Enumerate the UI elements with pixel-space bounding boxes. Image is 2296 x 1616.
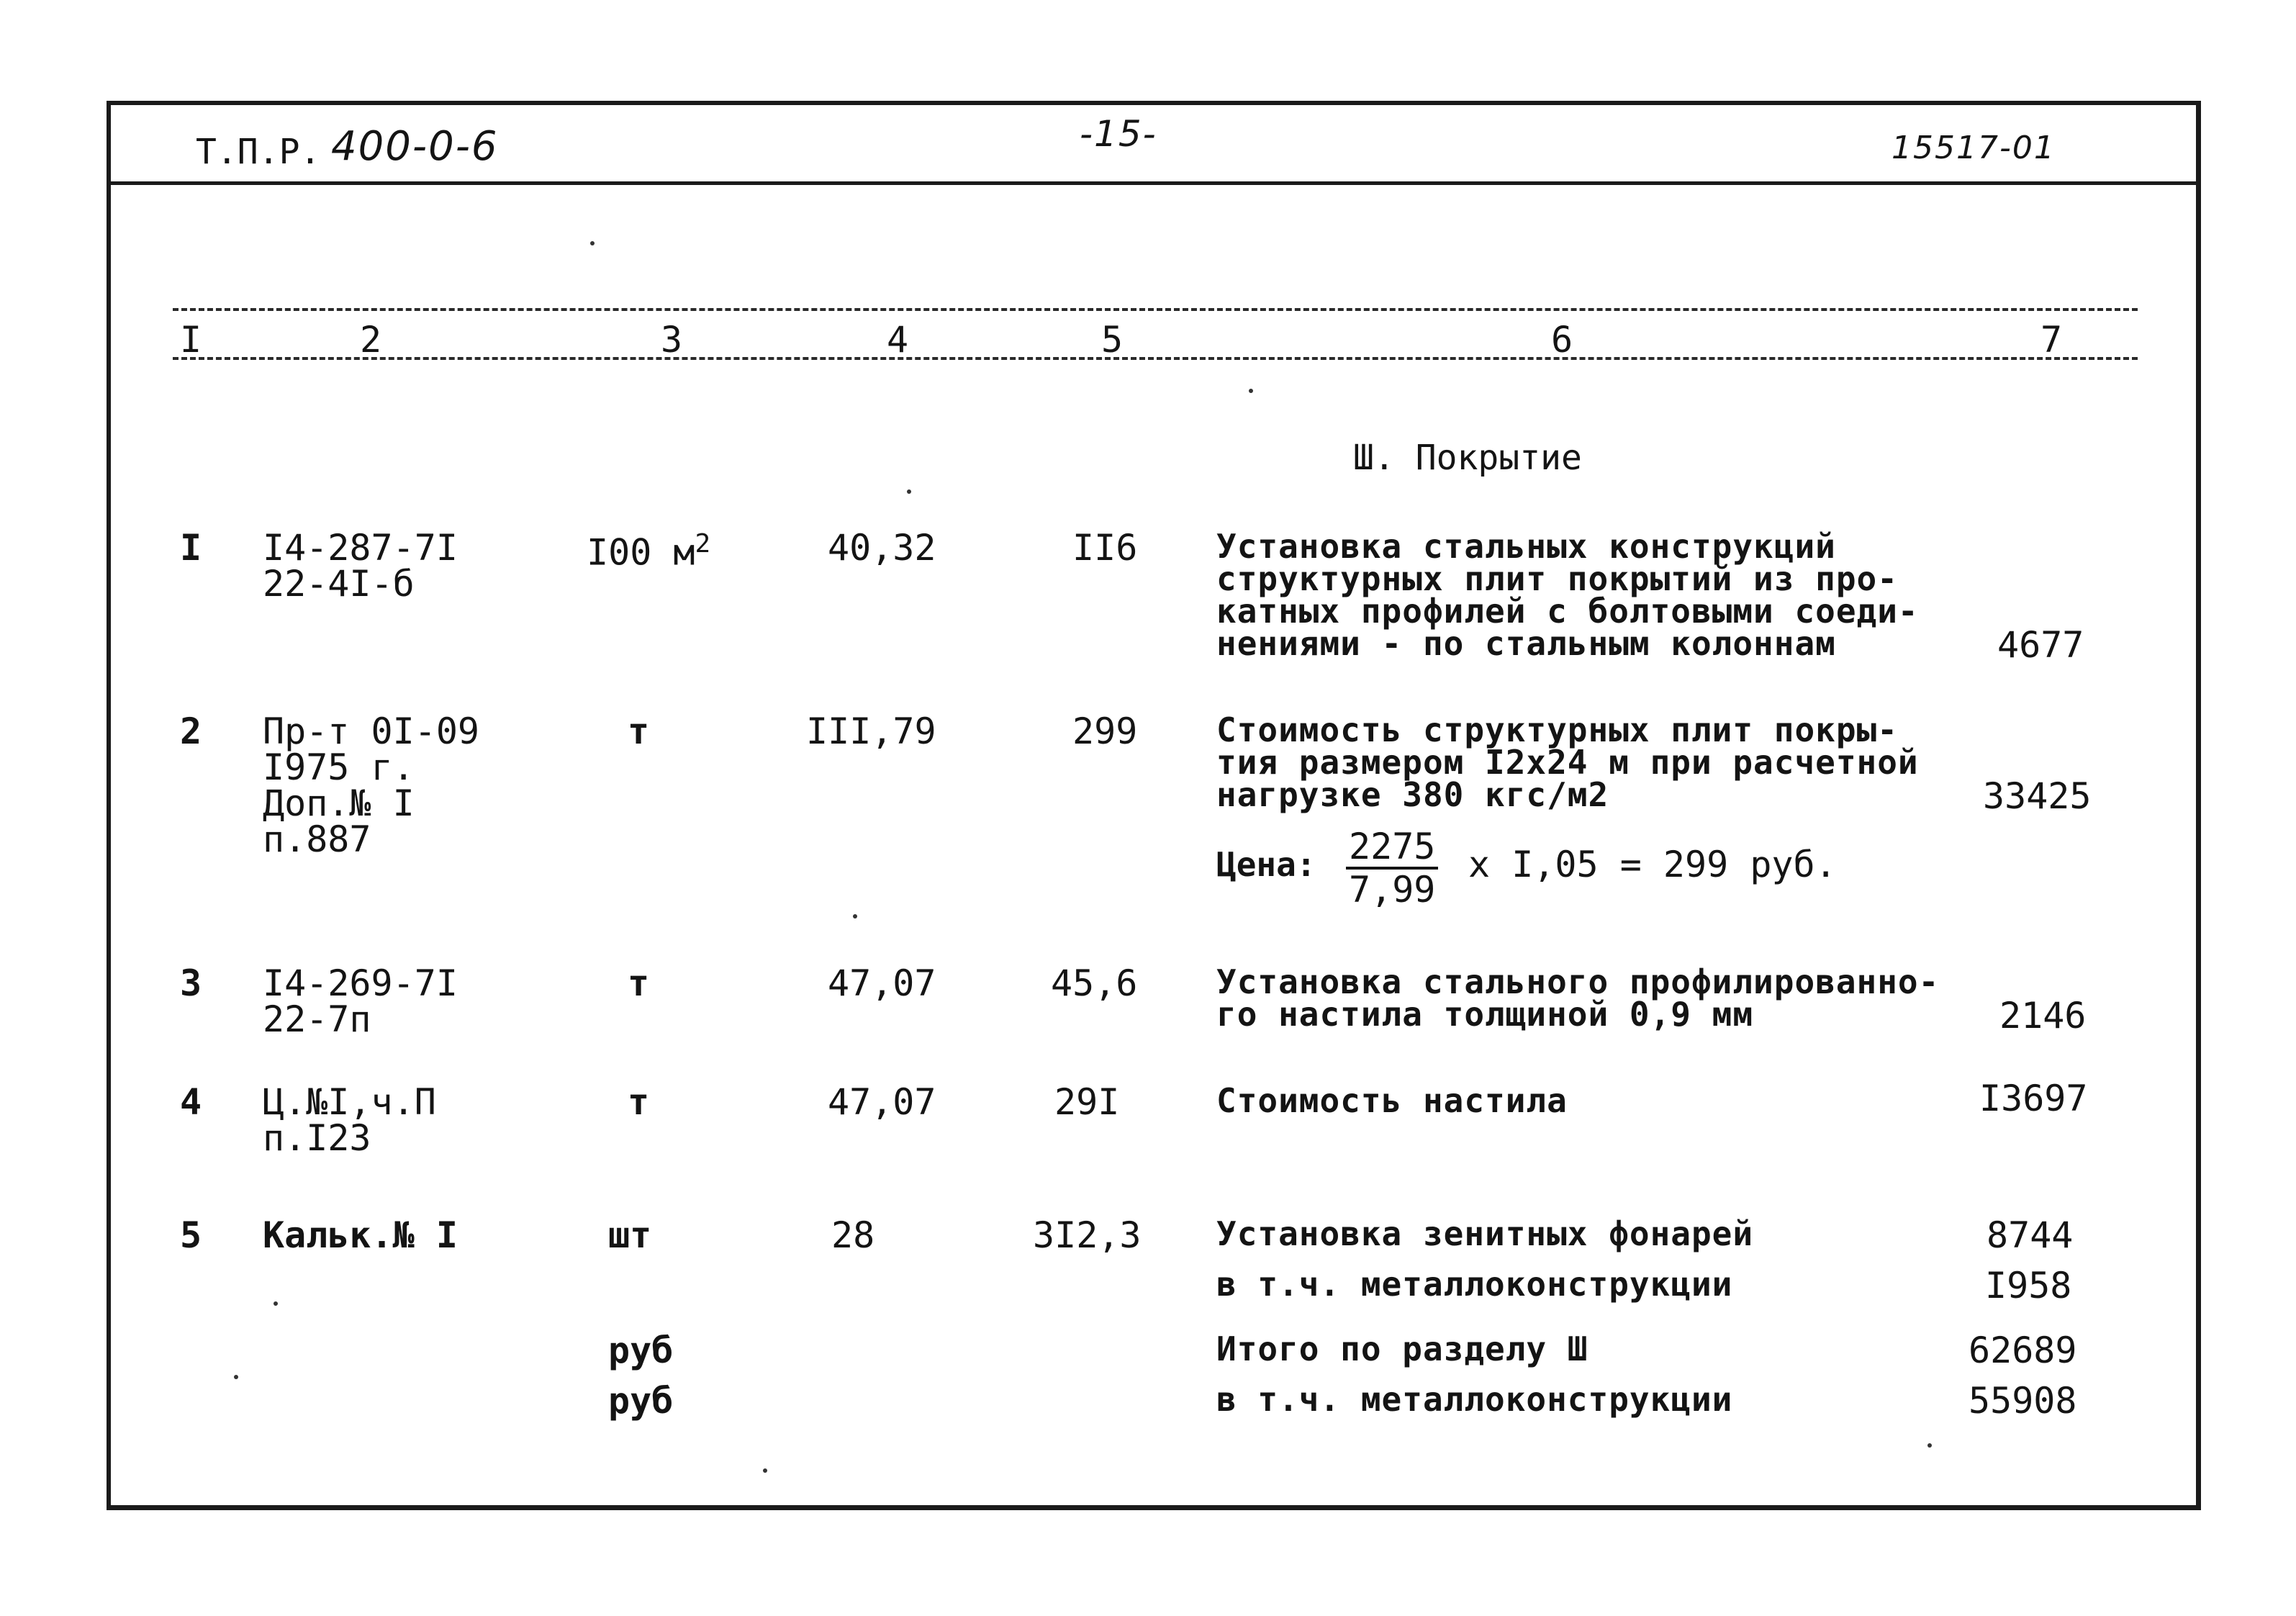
- row-5-description-1: Установка зенитных фонарей: [1216, 1214, 1754, 1253]
- row-5-ref-1: Кальк.№ I: [263, 1214, 458, 1256]
- row-5-number: 5: [180, 1214, 202, 1256]
- row-3-number: 3: [180, 962, 202, 1004]
- scan-speck: [274, 1301, 278, 1306]
- row-1-number: I: [180, 527, 202, 569]
- summary-label-1: Итого по разделу Ш: [1216, 1330, 1588, 1368]
- page-number: -15-: [1080, 113, 1157, 155]
- row-1-description-2: структурных плит покрытий из про-: [1216, 559, 1898, 598]
- price-note-numerator: 2275: [1346, 826, 1438, 870]
- row-2-description-1: Стоимость структурных плит покры-: [1216, 710, 1898, 749]
- row-3-description-2: го настила толщиной 0,9 мм: [1216, 995, 1754, 1034]
- row-2-price: 299: [1072, 710, 1138, 752]
- row-2-ref-4: п.887: [263, 818, 371, 860]
- row-1-unit: I00 $м^2$: [587, 529, 711, 574]
- scan-speck: [853, 914, 857, 918]
- row-1-total: 4677: [1997, 624, 2084, 666]
- scan-speck: [907, 489, 911, 494]
- column-number-3: 3: [661, 319, 683, 361]
- row-3-unit: т: [628, 962, 650, 1004]
- row-2-ref-1: Пр-т 0I-09: [263, 710, 480, 752]
- summary-value-2: 55908: [1969, 1380, 2077, 1422]
- column-strip-top-rule: [173, 308, 2138, 311]
- column-number-2: 2: [360, 319, 382, 361]
- scan-speck: [234, 1375, 238, 1379]
- row-2-unit: т: [628, 710, 650, 752]
- row-2-total: 33425: [1983, 775, 2092, 817]
- scan-speck: [1249, 389, 1253, 393]
- row-2-description-2: тия размером I2x24 м при расчетной: [1216, 743, 1919, 782]
- scan-speck: [763, 1468, 767, 1473]
- row-3-price: 45,6: [1051, 962, 1138, 1004]
- row-4-description-1: Стоимость настила: [1216, 1081, 1568, 1120]
- row-4-quantity: 47,07: [828, 1081, 936, 1123]
- column-strip-bottom-rule: [173, 357, 2138, 360]
- tp-prefix: Т.П.Р.: [196, 132, 321, 172]
- row-4-unit: т: [628, 1081, 650, 1123]
- row-1-price: II6: [1072, 527, 1138, 569]
- row-4-number: 4: [180, 1081, 202, 1123]
- row-4-price: 29I: [1054, 1081, 1120, 1123]
- tp-code: 400-0-6: [331, 123, 499, 170]
- row-5-total-1: 8744: [1987, 1214, 2074, 1256]
- row-4-total: I3697: [1979, 1078, 2088, 1119]
- row-3-ref-1: I4-269-7I: [263, 962, 458, 1004]
- scan-speck: [590, 241, 595, 245]
- row-4-ref-1: Ц.№I,ч.П: [263, 1081, 436, 1123]
- summary-unit-2: руб: [608, 1380, 674, 1422]
- summary-value-1: 62689: [1969, 1330, 2077, 1371]
- row-5-quantity: 28: [831, 1214, 875, 1256]
- row-1-quantity: 40,32: [828, 527, 936, 569]
- row-2-ref-2: I975 г.: [263, 746, 415, 788]
- row-3-description-1: Установка стального профилированно-: [1216, 962, 1940, 1001]
- row-1-ref-2: 22-4I-б: [263, 563, 415, 605]
- row-1-description-3: катных профилей с болтовыми соеди-: [1216, 592, 1919, 631]
- section-title: Ш. Покрытие: [1353, 438, 1582, 478]
- row-1-description-4: нениями - по стальным колоннам: [1216, 624, 1836, 663]
- row-2-description-3: нагрузке 380 кгс/м2: [1216, 775, 1609, 814]
- column-number-6: 6: [1551, 319, 1573, 361]
- price-note-fraction: [1346, 826, 1438, 910]
- price-note-rest: x I,05 = 299 руб.: [1468, 844, 1837, 885]
- row-3-quantity: 47,07: [828, 962, 936, 1004]
- row-2-ref-3: Доп.№ I: [263, 782, 415, 824]
- header-rule: [107, 181, 2201, 185]
- column-number-1: I: [180, 319, 202, 361]
- row-3-ref-2: 22-7п: [263, 998, 371, 1040]
- row-5-total-2: I958: [1985, 1265, 2072, 1306]
- row-2-number: 2: [180, 710, 202, 752]
- column-number-4: 4: [887, 319, 909, 361]
- row-3-total: 2146: [1999, 995, 2087, 1037]
- row-5-description-2: в т.ч. металлоконструкции: [1216, 1265, 1733, 1304]
- document-number: 15517-01: [1892, 130, 2056, 166]
- column-number-5: 5: [1101, 319, 1124, 361]
- price-note-label: Цена:: [1216, 845, 1316, 884]
- page-frame: [107, 101, 2201, 1510]
- row-2-quantity: III,79: [806, 710, 936, 752]
- scan-speck: [1927, 1443, 1932, 1448]
- row-4-ref-2: п.I23: [263, 1117, 371, 1159]
- row-1-description-1: Установка стальных конструкций: [1216, 527, 1836, 566]
- row-1-ref-1: I4-287-7I: [263, 527, 458, 569]
- summary-unit-1: руб: [608, 1330, 674, 1371]
- row-5-unit: шт: [608, 1214, 652, 1256]
- row-5-price: 3I2,3: [1033, 1214, 1142, 1256]
- summary-label-2: в т.ч. металлоконструкции: [1216, 1380, 1733, 1419]
- price-note-denominator: 7,99: [1349, 869, 1436, 911]
- column-number-7: 7: [2040, 319, 2063, 361]
